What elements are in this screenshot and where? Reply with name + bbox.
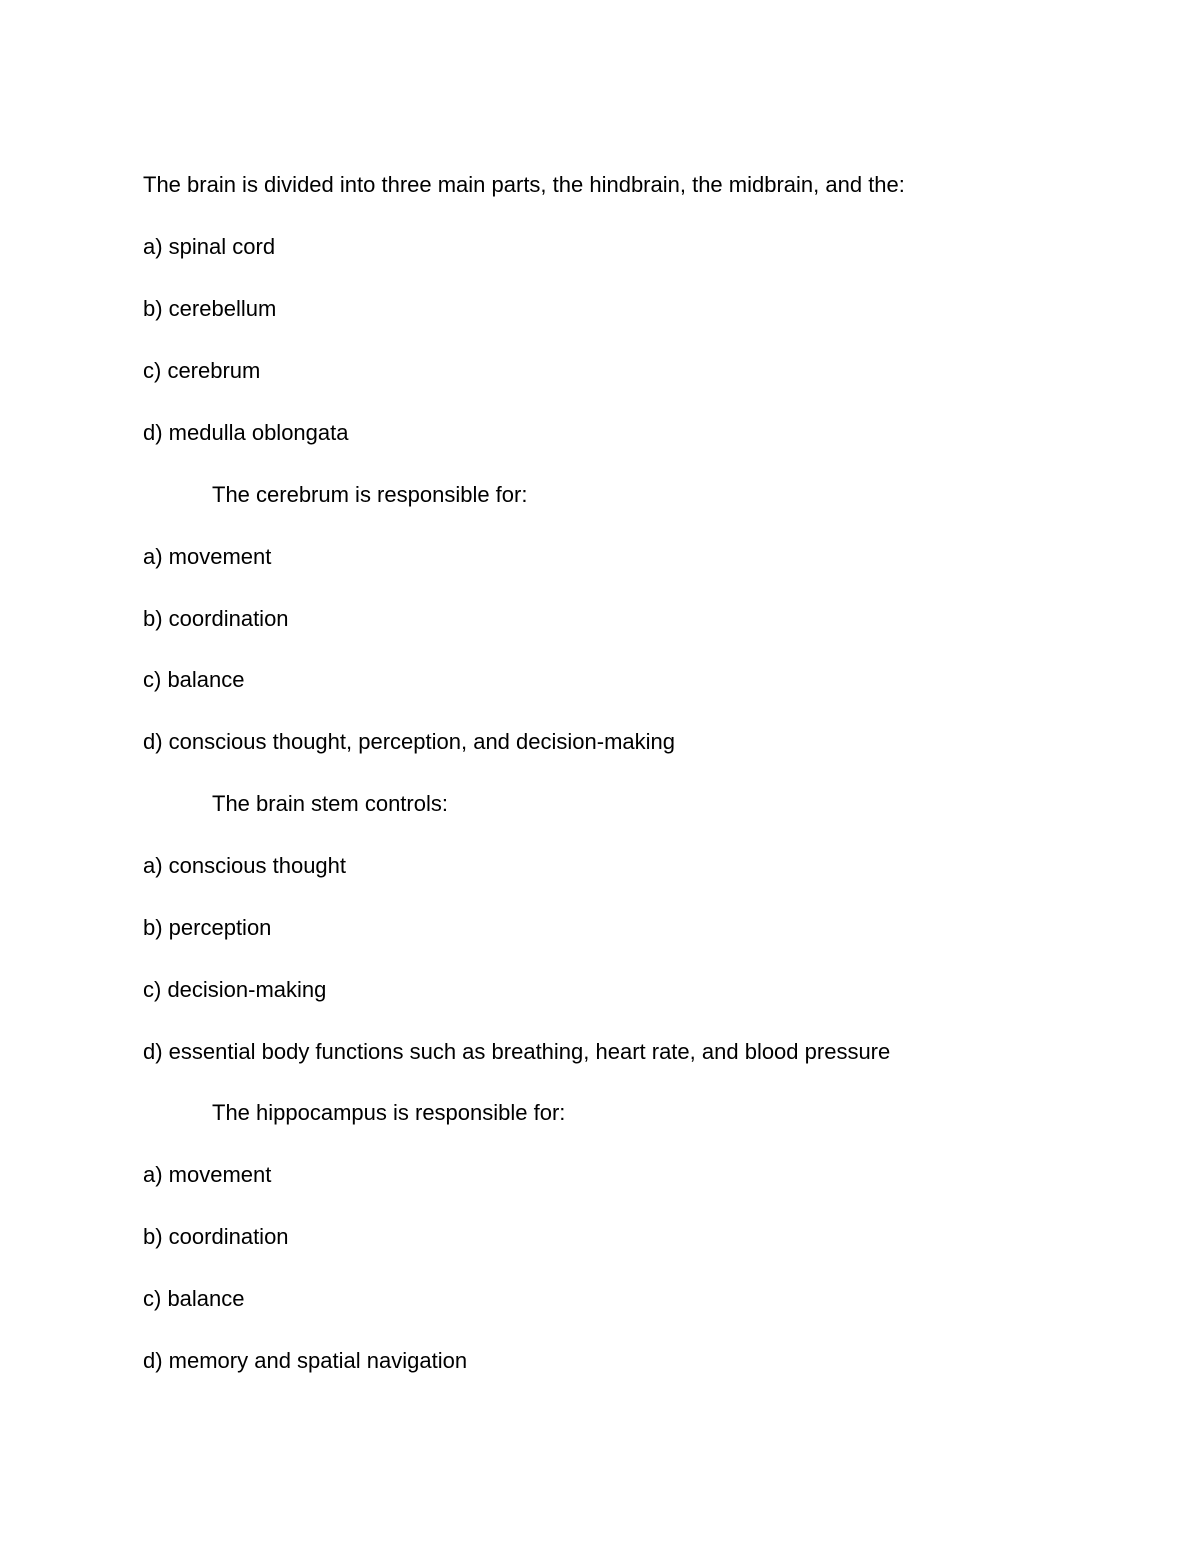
question-2-option-c: c) balance — [143, 667, 245, 692]
question-3-option-a: a) conscious thought — [143, 853, 347, 878]
question-1-option-a: a) spinal cord — [143, 234, 276, 259]
question-1-option-d: d) medulla oblongata — [143, 420, 349, 445]
question-2-stem: The cerebrum is responsible for: — [212, 482, 528, 507]
question-1-option-b: b) cerebellum — [143, 296, 277, 321]
question-4-option-b: b) coordination — [143, 1224, 289, 1249]
question-3-option-c: c) decision-making — [143, 977, 327, 1002]
question-1-option-c: c) cerebrum — [143, 358, 261, 383]
question-4-option-d: d) memory and spatial navigation — [143, 1348, 468, 1373]
question-4-option-a: a) movement — [143, 1162, 272, 1187]
question-2-option-b: b) coordination — [143, 606, 289, 631]
question-4-option-c: c) balance — [143, 1286, 245, 1311]
question-4-stem: The hippocampus is responsible for: — [212, 1100, 566, 1125]
question-3-option-b: b) perception — [143, 915, 272, 940]
question-1-stem: The brain is divided into three main parts, the hindbrain, the midbrain, and the: — [143, 172, 905, 197]
question-3-stem: The brain stem controls: — [212, 791, 448, 816]
question-3-option-d: d) essential body functions such as breathing, heart rate, and blood pressure — [143, 1039, 891, 1064]
question-2-option-d: d) conscious thought, perception, and decision-making — [143, 729, 675, 754]
question-2-option-a: a) movement — [143, 544, 272, 569]
